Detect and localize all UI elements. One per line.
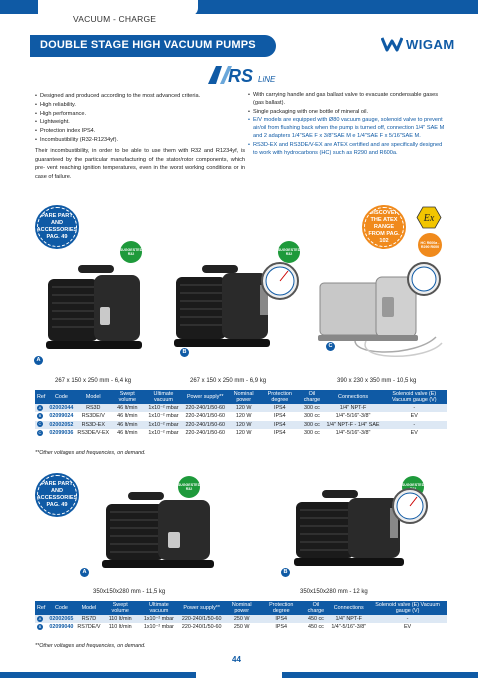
table-cell: RS3D [75, 404, 111, 412]
dimensions-label: 390 x 230 x 350 mm - 10,5 kg [337, 378, 417, 384]
table-cell: RS3DE/V [81, 413, 105, 420]
table-cell: 1/4" NPT-F [329, 615, 368, 623]
features-right-list [248, 92, 446, 158]
table-cell: 300 cc [299, 404, 324, 412]
column-header: Connections [325, 390, 382, 404]
wigam-logo-icon [381, 36, 403, 52]
features-paragraph: Their incombustibility, in order to be able to use them with R32 and R1234yf, is guaranteed by the particular manufacturing of the stator/rotor components, which pre- vent reaching ignition temperatures, even in the worst working conditions or in case of failure. [35, 147, 245, 181]
table-cell: 110 lt/min [102, 615, 137, 623]
table-cell: 220-240/1/50-60 [185, 405, 226, 411]
table-cell: 1x10⁻² mbar [148, 430, 179, 437]
table-cell: 450 cc [303, 615, 330, 623]
feature-item: • High performance. [35, 110, 245, 119]
feature-item-highlight: • RS3D-EX and RS3DE/V-EX are ATEX certified and are specifically designed to work with hydrocarbons (HC) such as R290 and R600a. [248, 142, 446, 158]
table-cell: 120 W [235, 413, 252, 420]
pump-rs3d-ex-image [316, 257, 450, 367]
pump-rs7de-v-image [292, 482, 432, 578]
suggested-r32-sticker: SUGGESTED [402, 476, 424, 498]
bottom-bar-notch [196, 662, 282, 678]
features-left-list [35, 92, 245, 182]
code-cell: 02002065 [49, 616, 74, 622]
table-header-row [35, 390, 447, 404]
pump-rs3d-image [38, 255, 148, 365]
column-header: Protection degree [260, 390, 299, 404]
column-header: Model [75, 390, 111, 404]
column-header: Ref [35, 390, 47, 404]
feature-item: • Designed and produced according to the most advanced criteria. [35, 92, 245, 101]
ref-letter: B [281, 568, 290, 577]
dimensions-label: 267 x 150 x 250 mm - 6,9 kg [190, 378, 267, 384]
table-cell: 120 W [235, 430, 252, 437]
column-header: Oil charge [299, 390, 324, 404]
table-cell: EV [410, 413, 418, 420]
ref-letter: B [38, 412, 42, 418]
table-cell: 1x10⁻² mbar [143, 624, 174, 631]
table-cell: 220-240/1/50-60 [185, 413, 226, 420]
table-cell: 120 W [227, 404, 260, 412]
ref-letter: A [38, 404, 42, 410]
table-cell: 46 lt/min [111, 404, 143, 412]
table-cell: RS3DE/V-EX [77, 430, 110, 437]
column-header: Ultimate vacuum [138, 601, 180, 615]
table-cell: 250 W [223, 615, 259, 623]
column-header: Swept volume [111, 390, 143, 404]
table-cell: 1/4"-5/16"-3/8" [331, 624, 367, 631]
column-header: Ultimate vacuum [143, 390, 183, 404]
table-cell: 300 cc [303, 413, 320, 420]
ref-cell [35, 615, 47, 623]
column-header: Nominal power [223, 601, 259, 615]
column-header: Nominal power [227, 390, 260, 404]
column-header: Model [75, 601, 102, 615]
suggested-r32-sticker: SUGGESTED R32 [178, 476, 200, 498]
table-cell: 250 W [233, 624, 250, 631]
column-header: Power supply** [183, 390, 227, 404]
feature-item: • With carrying handle and gas ballast valve to evacuate condensable gases (gas ballast). [248, 92, 446, 108]
table-cell: 1x10⁻² mbar [148, 413, 179, 420]
column-header: Protection degree [260, 601, 303, 615]
table-cell: 1/4" NPT-F [325, 404, 382, 412]
table-cell: - [368, 615, 447, 623]
code-cell: 02099036 [49, 430, 74, 437]
table-cell: 46 lt/min [117, 430, 138, 437]
table-cell: 1x10⁻² mbar [138, 615, 180, 623]
ref-letter: B [38, 623, 42, 629]
page-title-bar [30, 35, 276, 57]
pump-rs3de-v-image [172, 255, 302, 355]
table-cell: 300 cc [303, 430, 320, 437]
column-header: Swept volume [102, 601, 137, 615]
table-cell: 1/4"-5/16"-3/8" [335, 430, 371, 437]
page-number: 44 [232, 655, 241, 664]
ref-letter: A [34, 356, 43, 365]
feature-item: • Incombustibility (R32-R1234yf). [35, 136, 245, 145]
table-cell: EV [410, 430, 418, 437]
table-header-row [35, 601, 447, 615]
table-cell: 1/4"-5/16"-3/8" [335, 413, 371, 420]
svg-text:Ex: Ex [423, 213, 435, 224]
column-header: Solenoid valve (E) Vacuum gauge (V) [368, 601, 447, 615]
atex-range-badge[interactable]: DISCOVER THE ATEX RANGE FROM PAG. 102 [364, 207, 404, 247]
table-cell: IPS4 [275, 624, 288, 631]
column-header: Connections [329, 601, 368, 615]
table-row [35, 623, 447, 631]
table-cell: 220-240/1/50-60 [185, 421, 226, 428]
table-cell: IPS4 [273, 430, 286, 437]
table-row [35, 615, 447, 623]
spare-parts-badge[interactable]: SPARE PARTS AND ACCESSORIES PAG. 49 [37, 475, 77, 515]
table-cell: 450 cc [307, 624, 324, 631]
table-row [35, 421, 447, 429]
code-cell: 02002044 [49, 405, 74, 411]
table-cell: RS7D [75, 615, 102, 623]
table-cell: 1x10⁻² mbar [143, 404, 183, 412]
column-header: Power supply** [180, 601, 224, 615]
column-header: Ref [35, 601, 47, 615]
code-cell: 02099024 [49, 413, 74, 420]
ref-cell [35, 404, 47, 412]
voltage-note: **Other voltages and frequencies, on demand. [35, 643, 146, 649]
table-cell: 300 cc [299, 421, 324, 429]
spec-table-rs3d [35, 390, 447, 438]
table-cell: 1x10⁻² mbar [143, 421, 183, 429]
pump-rs7d-image [98, 488, 218, 578]
feature-item: • Protection index IPS4. [35, 127, 245, 136]
ref-letter: C [38, 421, 42, 427]
table-cell: 220-240/1/50-60 [181, 624, 222, 631]
rs-logo-text: RS [228, 66, 254, 86]
ref-letter: A [80, 568, 89, 577]
column-header: Oil charge [303, 601, 330, 615]
ref-letter: C [38, 429, 42, 435]
suggested-r32-sticker: SUGGESTED R32 [120, 241, 142, 263]
brand-name: WIGAM [406, 36, 455, 52]
rs-line-logo-icon [206, 62, 284, 88]
table-cell: RS7DE/V [77, 624, 101, 631]
column-header: Solenoid valve (E) Vacuum gauge (V) [382, 390, 447, 404]
feature-item: • Lightweight. [35, 118, 245, 127]
table-cell: 46 lt/min [117, 413, 138, 420]
table-cell: 220-240/1/50-60 [185, 430, 226, 437]
section-label: VACUUM - CHARGE [73, 14, 157, 24]
table-cell: IPS4 [260, 421, 299, 429]
table-cell: IPS4 [260, 404, 299, 412]
spare-parts-badge[interactable]: SPARE PARTS AND ACCESSORIES PAG. 49 [37, 207, 77, 247]
ref-letter: A [38, 615, 42, 621]
table-row [35, 404, 447, 412]
page-title: DOUBLE STAGE HIGH VACUUM PUMPS [40, 39, 256, 51]
table-cell: - [382, 404, 447, 412]
voltage-note: **Other voltages and frequencies, on demand. [35, 450, 146, 456]
table-cell: 220-240/1/50-60 [181, 616, 222, 622]
table-cell: IPS4 [260, 615, 303, 623]
brand-logo [381, 35, 455, 53]
table-cell: - [382, 421, 447, 429]
ref-cell [35, 421, 47, 429]
dimensions-label: 267 x 150 x 250 mm - 6,4 kg [55, 378, 132, 384]
dimensions-label: 350x150x280 mm - 12 kg [300, 589, 368, 595]
table-cell: 1/4" NPT-F - 1/4" SAE [326, 421, 380, 428]
feature-item-highlight: • E/V models are equipped with Ø80 vacuum gauge, solenoid valve to prevent air/oil from flushing back when the pump is turned off, connection 1/4" SAE M and 2 adapters 1/4"SAE F x 3/8"SAE M e 1/4"SAE F x 5/16"SAE M. [248, 117, 446, 140]
table-cell: EV [403, 624, 412, 631]
table-cell: RS3D-EX [75, 421, 111, 429]
table-row [35, 412, 447, 420]
column-header: Code [47, 390, 75, 404]
rs-logo-suffix: LiNE [258, 75, 276, 84]
column-header: Code [47, 601, 75, 615]
hc-sticker: HC R600a - R290 R600 [418, 233, 442, 257]
feature-item: • Single packaging with one bottle of mineral oil. [248, 109, 446, 117]
table-cell: 120 W [227, 421, 260, 429]
ref-cell [35, 412, 47, 420]
table-cell: 46 lt/min [111, 421, 143, 429]
feature-item: • High reliability. [35, 101, 245, 110]
ref-cell [35, 429, 47, 437]
table-row [35, 429, 447, 437]
spec-table-rs7d [35, 601, 447, 632]
table-cell: IPS4 [273, 413, 286, 420]
ref-cell [35, 623, 47, 631]
suggested-r32-sticker: SUGGESTED R32 [278, 241, 300, 263]
table-cell: 110 lt/min [108, 624, 132, 631]
ref-letter: B [180, 348, 189, 357]
code-cell: 02002052 [49, 421, 74, 428]
atex-hexagon-icon [416, 206, 442, 229]
code-cell: 02099040 [49, 624, 74, 631]
ref-letter: C [326, 342, 335, 351]
dimensions-label: 350x150x280 mm - 11,5 kg [93, 589, 166, 595]
